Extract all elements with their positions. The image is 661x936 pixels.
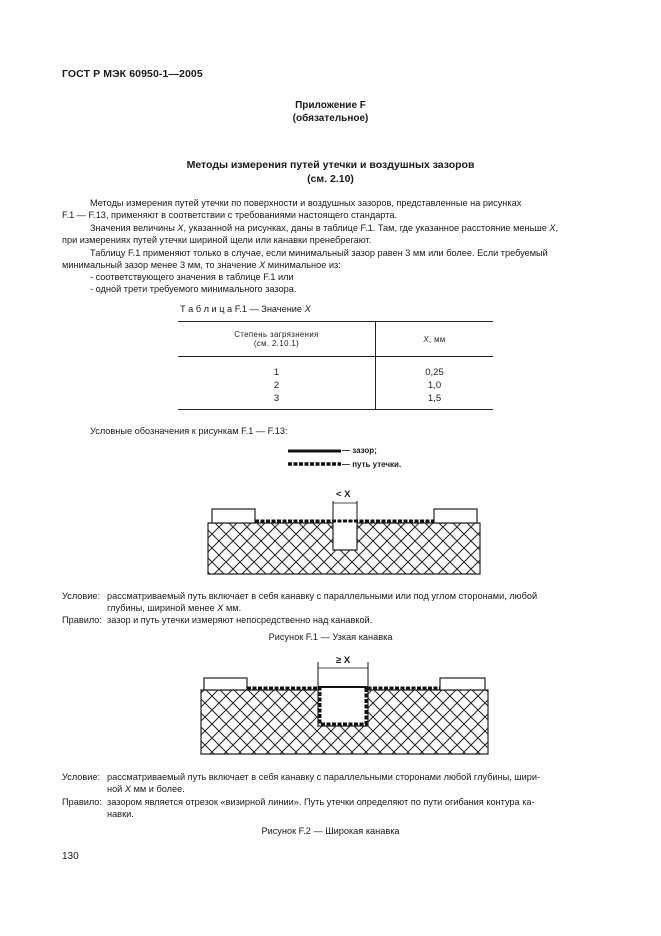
figure-f1-condition-text: рассматриваемый путь включает в себя канавку с параллельными или под углом сторонами, любой глубины, шириной менее X мм.: [107, 591, 538, 614]
conductor-left: [212, 509, 255, 523]
paragraph-3-line-2: минимальный зазор менее 3 мм, то значение X минимальное из:: [62, 260, 341, 270]
figure-f2-condition-term: Условие:: [62, 772, 101, 782]
table-row: 2 1,0: [178, 379, 493, 392]
figure-f1-condition-term: Условие:: [62, 591, 101, 601]
paragraph-2-line-1: Значения величины X, указанной на рисунках, даны в таблице F.1. Там, где указанное расстояние меньше X,: [90, 223, 559, 233]
table-f1: [178, 321, 493, 410]
conductor-left: [204, 678, 247, 690]
document-header: ГОСТ Р МЭК 60950-1—2005: [62, 68, 203, 80]
conductor-right: [434, 509, 477, 523]
annex-subtitle: (обязательное): [292, 113, 369, 124]
figure-f2-rule-text: зазором является отрезок «визирной линии». Путь утечки определяют по пути огибания контура ка- навки.: [107, 797, 535, 820]
section-title: Методы измерения путей утечки и воздушных зазоров: [186, 159, 475, 171]
table-caption: Т а б л и ц а F.1 — Значение X: [180, 304, 311, 314]
paragraph-2-line-2: при измерениях путей утечки шириной щели или канавки пренебрегают.: [62, 235, 372, 245]
table-header-degree: Степень загрязнения (см. 2.10.1): [178, 322, 376, 357]
legend-clearance-label: — зазор;: [342, 446, 377, 455]
figure-f1-dimension-label: < X: [336, 489, 351, 500]
table-row: 3 1,5: [178, 392, 493, 410]
paragraph-1-line-1: Методы измерения путей утечки по поверхности и воздушных зазоров, представленные на рисунках: [90, 198, 522, 208]
conductor-right: [440, 678, 485, 690]
legend-intro: Условные обозначения к рисункам F.1 — F.13:: [90, 426, 288, 436]
table-header-x: X, мм: [376, 322, 494, 357]
figure-f1-rule-term: Правило:: [62, 615, 102, 625]
paragraph-3-line-1: Таблицу F.1 применяют только в случае, если минимальный зазор равен 3 мм или более. Если требуемый: [90, 248, 548, 258]
table-row: 1 0,25: [178, 357, 493, 380]
list-item-2: - одной трети требуемого минимального зазора.: [90, 284, 297, 294]
substrate-hatch: [208, 523, 480, 574]
figure-f1-caption: Рисунок F.1 — Узкая канавка: [268, 632, 393, 642]
list-item-1: - соответствующего значения в таблице F.1 или: [90, 272, 294, 282]
section-subtitle: (см. 2.10): [307, 173, 354, 185]
figure-f2-dimension-label: ≥ X: [336, 655, 351, 666]
figure-f2-caption: Рисунок F.2 — Широкая канавка: [261, 826, 400, 836]
substrate-hatch: [201, 690, 488, 754]
page-number: 130: [62, 851, 79, 862]
figure-f2-rule-term: Правило:: [62, 797, 102, 807]
figure-f2-condition-text: рассматриваемый путь включает в себя канавку с параллельными сторонами любой глубины, шири- ной X мм и более.: [107, 772, 541, 795]
legend-creepage-label: — путь утечки.: [342, 460, 402, 469]
paragraph-1-line-2: F.1 — F.13, применяют в соответствии с требованиями настоящего стандарта.: [62, 210, 397, 220]
figure-f1-rule-text: зазор и путь утечки измеряют непосредственно над канавкой.: [107, 615, 373, 625]
annex-title: Приложение F: [295, 100, 366, 111]
figure-f2-wide-groove: [198, 654, 493, 758]
